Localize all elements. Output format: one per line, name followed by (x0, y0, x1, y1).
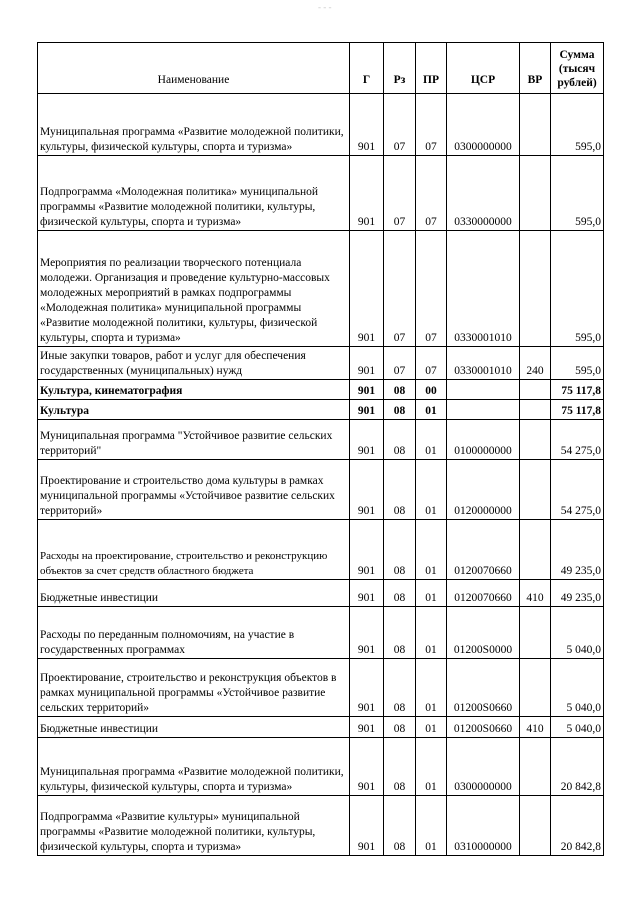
row-sum: 54 275,0 (551, 460, 604, 520)
table-row (38, 94, 604, 156)
row-g: 901 (350, 659, 384, 717)
row-csr: 01200S0660 (447, 717, 520, 738)
table-row (38, 796, 604, 856)
row-pr: 01 (416, 400, 447, 420)
row-vr (520, 738, 551, 796)
row-g: 901 (350, 717, 384, 738)
row-name: Бюджетные инвестиции (38, 580, 350, 607)
table-row (38, 400, 604, 420)
row-name: Проектирование, строительство и реконструкция объектов в рамках муниципальной программы «Устойчивое развитие сельских территорий» (38, 659, 350, 717)
row-csr: 0310000000 (447, 796, 520, 856)
table-row (38, 347, 604, 380)
table-row (38, 580, 604, 607)
row-rz: 08 (384, 607, 416, 659)
row-g: 901 (350, 380, 384, 400)
row-g: 901 (350, 738, 384, 796)
row-vr (520, 460, 551, 520)
budget-table (37, 42, 604, 856)
row-g: 901 (350, 347, 384, 380)
header-name: Наименование (38, 43, 350, 94)
header-rz: Рз (384, 43, 416, 94)
row-csr: 0330000000 (447, 156, 520, 231)
row-name: Муниципальная программа "Устойчивое развитие сельских территорий" (38, 420, 350, 460)
row-rz: 07 (384, 156, 416, 231)
table-row (38, 607, 604, 659)
row-sum: 595,0 (551, 94, 604, 156)
table-row (38, 520, 604, 580)
row-sum: 75 117,8 (551, 400, 604, 420)
row-pr: 01 (416, 607, 447, 659)
row-g: 901 (350, 580, 384, 607)
row-name: Бюджетные инвестиции (38, 717, 350, 738)
row-name: Расходы на проектирование, строительство и реконструкцию объектов за счет средств областного бюджета (38, 520, 350, 580)
row-pr: 07 (416, 156, 447, 231)
row-g: 901 (350, 796, 384, 856)
row-pr: 00 (416, 380, 447, 400)
row-rz: 08 (384, 460, 416, 520)
row-sum: 5 040,0 (551, 607, 604, 659)
row-sum: 49 235,0 (551, 520, 604, 580)
row-pr: 01 (416, 520, 447, 580)
table-row (38, 420, 604, 460)
row-csr: 0100000000 (447, 420, 520, 460)
row-sum: 20 842,8 (551, 738, 604, 796)
table-row (38, 460, 604, 520)
row-name: Иные закупки товаров, работ и услуг для обеспечения государственных (муниципальных) нужд (38, 347, 350, 380)
row-rz: 08 (384, 420, 416, 460)
row-sum: 5 040,0 (551, 717, 604, 738)
row-rz: 07 (384, 231, 416, 347)
row-vr: 410 (520, 580, 551, 607)
row-g: 901 (350, 156, 384, 231)
row-vr (520, 156, 551, 231)
row-pr: 01 (416, 659, 447, 717)
row-csr: 0300000000 (447, 94, 520, 156)
row-sum: 595,0 (551, 347, 604, 380)
row-rz: 08 (384, 580, 416, 607)
row-pr: 01 (416, 420, 447, 460)
row-sum: 595,0 (551, 231, 604, 347)
row-name: Культура (38, 400, 350, 420)
row-pr: 01 (416, 460, 447, 520)
row-vr: 410 (520, 717, 551, 738)
row-vr (520, 231, 551, 347)
row-rz: 08 (384, 796, 416, 856)
row-sum: 75 117,8 (551, 380, 604, 400)
row-g: 901 (350, 420, 384, 460)
row-vr (520, 607, 551, 659)
row-pr: 01 (416, 796, 447, 856)
row-g: 901 (350, 400, 384, 420)
row-sum: 20 842,8 (551, 796, 604, 856)
row-sum: 5 040,0 (551, 659, 604, 717)
row-name: Проектирование и строительство дома культуры в рамках муниципальной программы «Устойчивое развитие сельских территорий» (38, 460, 350, 520)
row-csr: 01200S0000 (447, 607, 520, 659)
row-sum: 49 235,0 (551, 580, 604, 607)
row-name: Мероприятия по реализации творческого потенциала молодежи. Организация и проведение культурно-массовых молодежных мероприятий в рамках подпрограммы «Молодежная политика» муниципальной программы «Развитие молодежной политики, культуры, физической культуры, спорта и туризма» (38, 231, 350, 347)
row-csr: 0300000000 (447, 738, 520, 796)
row-csr: 0120070660 (447, 520, 520, 580)
row-vr (520, 520, 551, 580)
header-sum: Сумма (тысяч рублей) (551, 43, 604, 94)
table-row (38, 659, 604, 717)
table-row (38, 231, 604, 347)
row-name: Расходы по переданным полномочиям, на участие в государственных программах (38, 607, 350, 659)
row-pr: 01 (416, 738, 447, 796)
row-pr: 01 (416, 580, 447, 607)
row-name: Муниципальная программа «Развитие молодежной политики, культуры, физической культуры, спорта и туризма» (38, 94, 350, 156)
row-rz: 08 (384, 520, 416, 580)
row-csr: 0330001010 (447, 347, 520, 380)
row-rz: 08 (384, 400, 416, 420)
header-vr: ВР (520, 43, 551, 94)
row-g: 901 (350, 231, 384, 347)
row-vr (520, 400, 551, 420)
row-csr (447, 380, 520, 400)
row-rz: 08 (384, 717, 416, 738)
table-row (38, 717, 604, 738)
header-csr: ЦСР (447, 43, 520, 94)
header-g: Г (350, 43, 384, 94)
row-sum: 595,0 (551, 156, 604, 231)
row-vr (520, 659, 551, 717)
row-rz: 08 (384, 380, 416, 400)
row-rz: 08 (384, 659, 416, 717)
row-g: 901 (350, 607, 384, 659)
row-name: Муниципальная программа «Развитие молодежной политики, культуры, физической культуры, спорта и туризма» (38, 738, 350, 796)
table-row (38, 738, 604, 796)
row-pr: 07 (416, 231, 447, 347)
row-rz: 07 (384, 94, 416, 156)
header-pr: ПР (416, 43, 447, 94)
row-name: Подпрограмма «Развитие культуры» муниципальной программы «Развитие молодежной политики, культуры, физической культуры, спорта и туризма» (38, 796, 350, 856)
row-rz: 07 (384, 347, 416, 380)
row-csr: 0120000000 (447, 460, 520, 520)
row-sum: 54 275,0 (551, 420, 604, 460)
row-vr: 240 (520, 347, 551, 380)
row-g: 901 (350, 520, 384, 580)
table-row (38, 156, 604, 231)
row-csr (447, 400, 520, 420)
row-pr: 01 (416, 717, 447, 738)
row-name: Культура, кинематография (38, 380, 350, 400)
page-mark: - - - (318, 2, 332, 12)
row-rz: 08 (384, 738, 416, 796)
row-vr (520, 420, 551, 460)
row-vr (520, 94, 551, 156)
row-vr (520, 796, 551, 856)
row-pr: 07 (416, 94, 447, 156)
row-csr: 01200S0660 (447, 659, 520, 717)
row-g: 901 (350, 94, 384, 156)
row-vr (520, 380, 551, 400)
row-g: 901 (350, 460, 384, 520)
table-row (38, 380, 604, 400)
table-header (38, 43, 604, 94)
row-csr: 0330001010 (447, 231, 520, 347)
row-name: Подпрограмма «Молодежная политика» муниципальной программы «Развитие молодежной политики, культуры, физической культуры, спорта и туризма» (38, 156, 350, 231)
row-csr: 0120070660 (447, 580, 520, 607)
row-pr: 07 (416, 347, 447, 380)
